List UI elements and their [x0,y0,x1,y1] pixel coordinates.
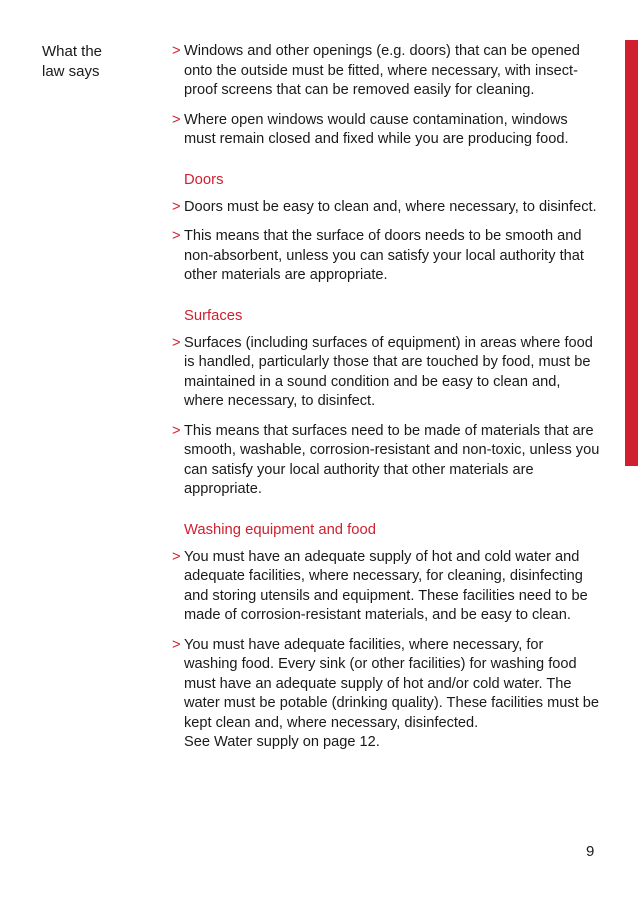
bullet-text: This means that surfaces need to be made of materials that are smooth, washable, corrosion-resistant and non-toxic, unless you can satisfy your local authority that other materials are appropriate. [184,422,600,497]
see-suffix: on page 12. [298,734,380,750]
section-edge-tab [625,40,638,466]
bullet-washing-food [172,636,600,753]
water-supply-link[interactable]: Water supply [214,734,299,750]
bullet-marker: > [172,636,181,653]
section-heading-doors: Doors [184,171,224,188]
bullet-text: Doors must be easy to clean and, where necessary, to disinfect. [184,198,597,215]
bullet-windows-closed [172,111,600,150]
main-content [172,42,600,763]
side-label-line2: law says [42,63,100,80]
bullet-doors-clean [172,198,600,218]
bullet-washing-equipment [172,548,600,626]
bullet-marker: > [172,111,181,128]
side-label-line1: What the [42,43,103,60]
section-heading-washing: Washing equipment and food [184,521,376,538]
bullet-marker: > [172,228,181,244]
bullet-text: Surfaces (including surfaces of equipment) in areas where food is handled, particularly those that are touched by food, must be maintained in a sound condition and be easy to clean and, where necessary, to disinfect. [184,334,593,409]
section-heading-surfaces: Surfaces [184,307,243,324]
bullet-marker: > [172,198,181,215]
bullet-text: Where open windows would cause contamination, windows must remain closed and fixed while you are producing food. [184,111,569,147]
bullet-surfaces-materials [172,422,600,500]
bullet-marker: > [172,43,181,59]
bullet-marker: > [172,334,181,351]
page-number: 9 [586,843,595,860]
bullet-text: This means that the surface of doors needs to be smooth and non-absorbent, unless you can satisfy your local authority that other materials are appropriate. [184,228,584,283]
bullet-text: You must have an adequate supply of hot and cold water and adequate facilities, where necessary, for cleaning, disinfecting and storing utensils and equipment. These facilities need to be made of corrosion-resistant materials, and be easy to clean. [184,548,588,623]
see-prefix: See [184,734,215,750]
bullet-doors-surface [172,227,600,286]
bullet-surfaces-condition [172,334,600,412]
bullet-text: Windows and other openings (e.g. doors) that can be opened onto the outside must be fitted, where necessary, with insect-proof screens that can be removed easily for cleaning. [184,43,580,98]
bullet-windows-screens [172,42,600,101]
bullet-marker: > [172,548,181,565]
side-label [42,42,152,82]
bullet-text: You must have adequate facilities, where necessary, for washing food. Every sink (or other facilities) for washing food must have an adequate supply of hot and/or cold water. The water must be potable (drinking quality). These facilities must be kept clean and, where necessary, disinfected. [184,636,600,731]
bullet-marker: > [172,422,181,439]
